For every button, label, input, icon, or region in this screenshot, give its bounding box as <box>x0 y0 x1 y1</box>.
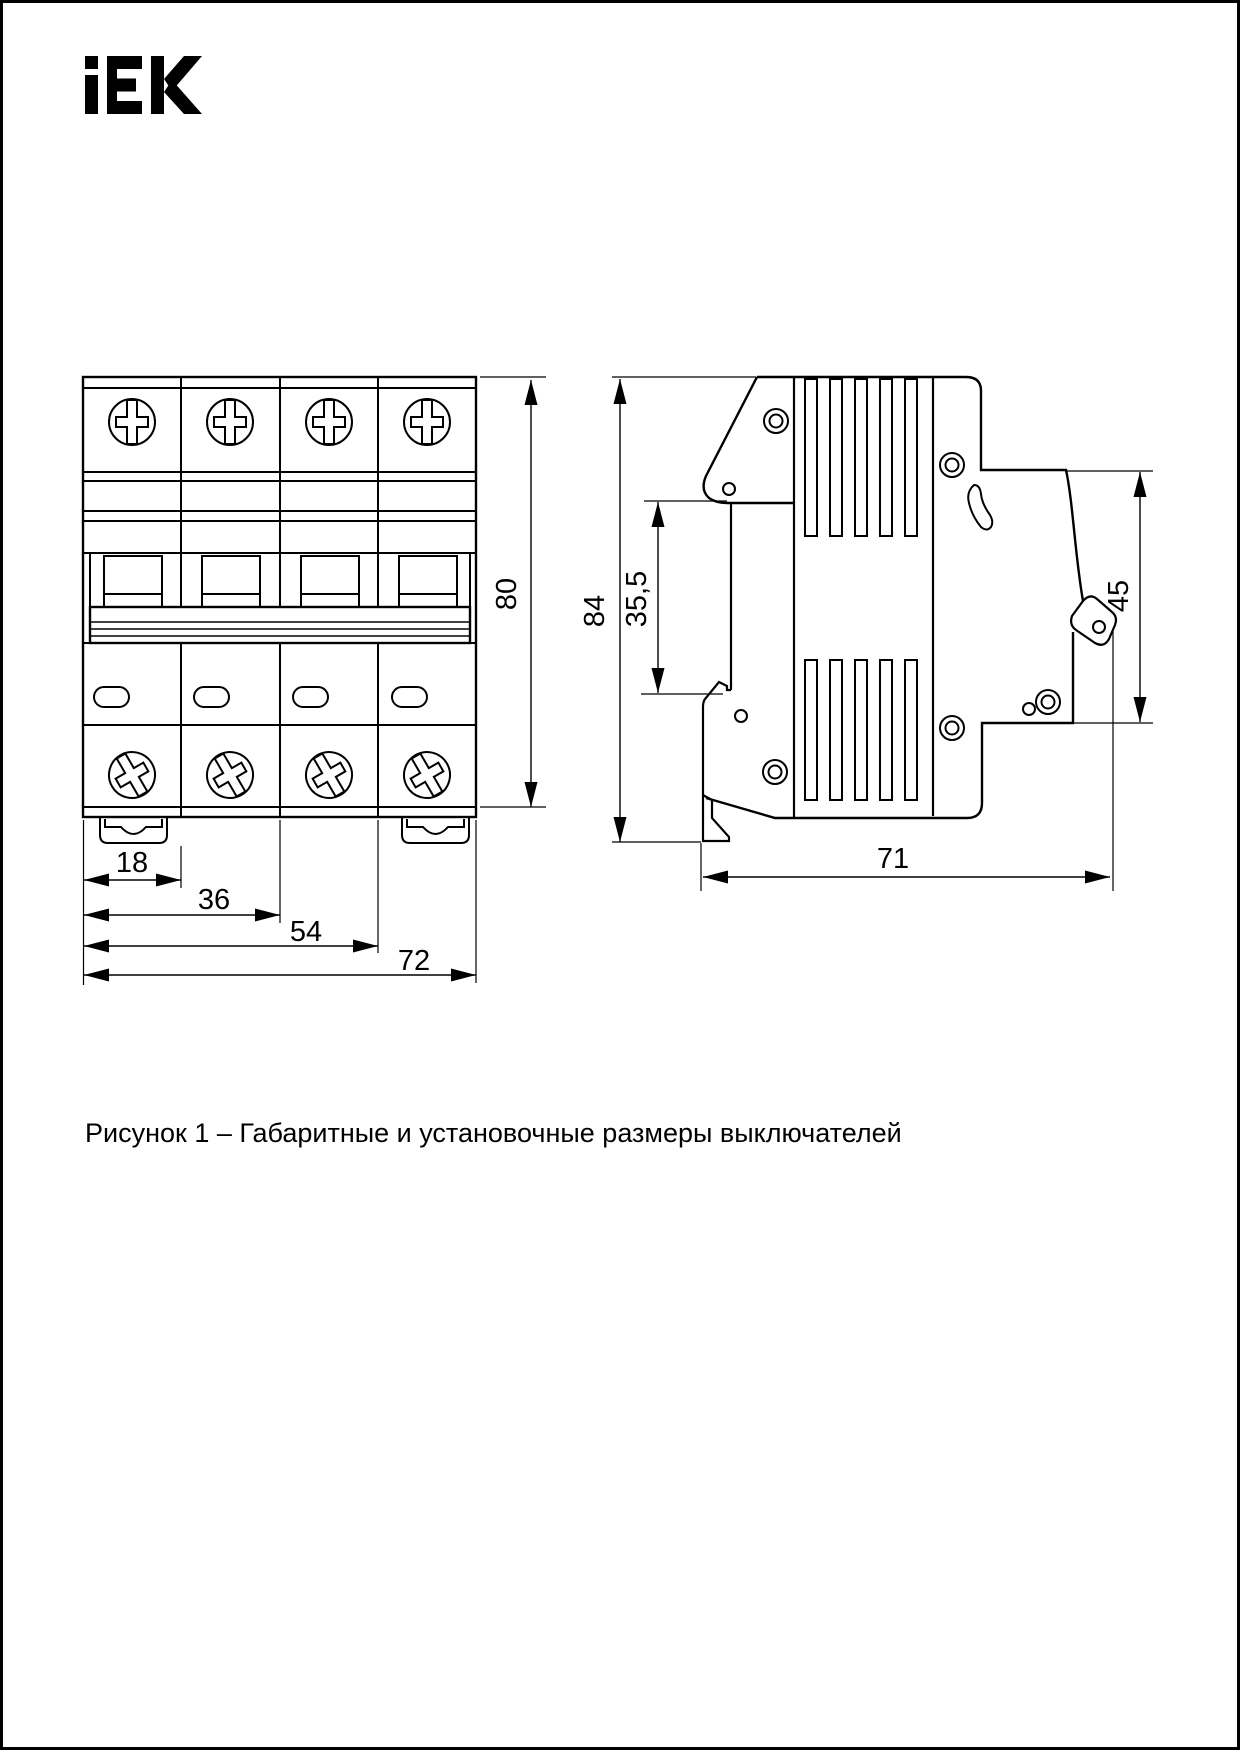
dim-label-71: 71 <box>876 843 910 875</box>
dim-label-54: 54 <box>289 916 323 948</box>
dim-label-45: 45 <box>1103 579 1135 613</box>
figure-caption: Рисунок 1 – Габаритные и установочные размеры выключателей <box>85 1118 902 1148</box>
dim-label-84: 84 <box>579 594 611 628</box>
toggle-tie-bar <box>90 607 470 643</box>
page-border <box>2 2 1239 1749</box>
dim-label-72: 72 <box>397 945 431 977</box>
dim-label-18: 18 <box>115 847 149 879</box>
dim-label-35-5: 35,5 <box>621 570 653 628</box>
dim-label-80: 80 <box>491 577 523 611</box>
dim-label-36: 36 <box>197 884 231 916</box>
